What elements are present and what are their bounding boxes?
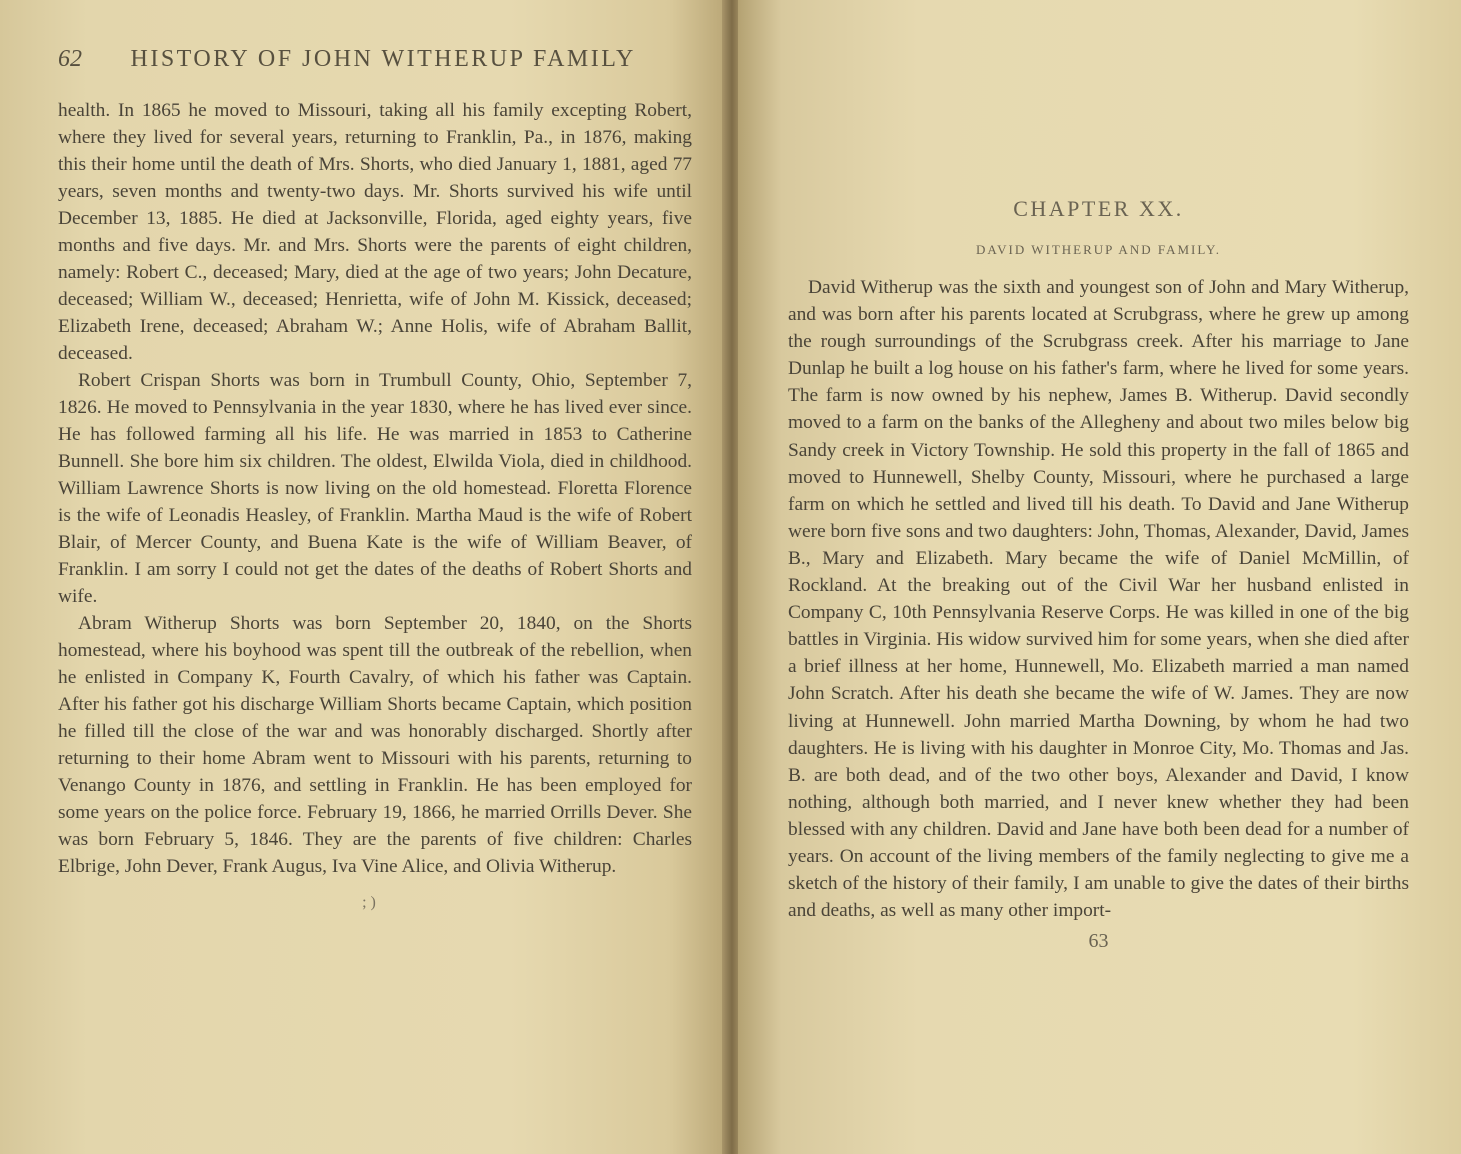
paragraph: David Witherup was the sixth and youngest son of John and Mary Witherup, and was born after his parents located at Scrubgrass, where he grew up among the rough surroundings of the Scrubgrass creek. After his marriage to Jane Dunlap he built a log house on his father's farm, where he lived for some years. The farm is now owned by his nephew, James B. Witherup. David secondly moved to a farm on the banks of the Allegheny and about two miles below big Sandy creek in Victory Township. He sold this property in the fall of 1865 and moved to Hunnewell, Shelby County, Missouri, where he purchased a large farm on which he settled and lived till his death. To David and Jane Witherup were born five sons and two daughters: John, Thomas, Alexander, David, James B., Mary and Elizabeth. Mary became the wife of Daniel McMillin, of Rockland. At the breaking out of the Civil War her husband enlisted in Company C, 10th Pennsylvania Reserve Corps. He was killed in one of the big battles in Virginia. His widow survived him for some years, when she died after a brief illness at her home, Hunnewell, Mo. Elizabeth married a man named John Scratch. After his death she became the wife of W. James. They are now living at Hunnewell. John married Martha Downing, by whom he had two daughters. He is living with his daughter in Monroe City, Mo. Thomas and Jas. B. are both dead, and of the two other boys, Alexander and David, I know nothing, although both married, and I never knew whether they had been blessed with any children. David and Jane have both been dead for a number of years. On account of the living members of the family neglecting to give me a sketch of the history of their family, I am unable to give the dates of their births and deaths, as well as many other import-	[788, 277, 1409, 922]
left-page-number: 62	[58, 46, 82, 72]
right-page	[738, 0, 1461, 1154]
paragraph: Abram Witherup Shorts was born September 20, 1840, on the Shorts homestead, where his boyhood was spent till the outbreak of the rebellion, when he enlisted in Company K, Fourth Cavalry, of which his father was Captain. After his father got his discharge William Shorts became Captain, which position he filled till the close of the war and was honorably discharged. Shortly after returning to their home Abram went to Missouri with his parents, returning to Venango County in 1876, and settling in Franklin. He has been employed for some years on the police force. February 19, 1866, he married Orrills Dever. She was born February 5, 1846. They are the parents of five children: Charles Elbrige, John Dever, Frank Augus, Iva Vine Alice, and Olivia Witherup.	[58, 613, 692, 877]
footer-mark: ; )	[362, 894, 376, 911]
paragraph: Robert Crispan Shorts was born in Trumbull County, Ohio, September 7, 1826. He moved to Pennsylvania in the year 1830, where he has lived ever since. He has followed farming all his life. He was married in 1853 to Catherine Bunnell. She bore him six children. The oldest, Elwilda Viola, died in childhood. William Lawrence Shorts is now living on the old homestead. Floretta Florence is the wife of Leonadis Heasley, of Franklin. Martha Maud is the wife of Robert Blair, of Mercer County, and Buena Kate is the wife of William Beaver, of Franklin. I am sorry I could not get the dates of the deaths of Robert Shorts and wife.	[58, 370, 692, 607]
running-head	[58, 46, 692, 73]
right-page-number: 63	[1088, 930, 1109, 953]
right-page-body	[788, 274, 1409, 924]
paragraph: health. In 1865 he moved to Missouri, taking all his family excepting Robert, where they lived for several years, returning to Franklin, Pa., in 1876, making this their home until the death of Mrs. Shorts, who died January 1, 1881, aged 77 years, seven months and twenty-two days. Mr. Shorts survived his wife until December 13, 1885. He died at Jacksonville, Florida, aged eighty years, five months and five days. Mr. and Mrs. Shorts were the parents of eight children, namely: Robert C., deceased; Mary, died at the age of two years; John Decature, deceased; William W., deceased; Henrietta, wife of John M. Kissick, deceased; Elizabeth Irene, deceased; Abraham W.; Anne Holis, wife of Abraham Ballit, deceased.	[58, 100, 692, 364]
chapter-subtitle: DAVID WITHERUP AND FAMILY.	[976, 242, 1221, 257]
running-head-title: HISTORY OF JOHN WITHERUP FAMILY	[130, 46, 636, 72]
left-page-body	[46, 97, 692, 880]
left-page	[0, 0, 728, 1154]
chapter-title: CHAPTER XX.	[1013, 196, 1184, 221]
